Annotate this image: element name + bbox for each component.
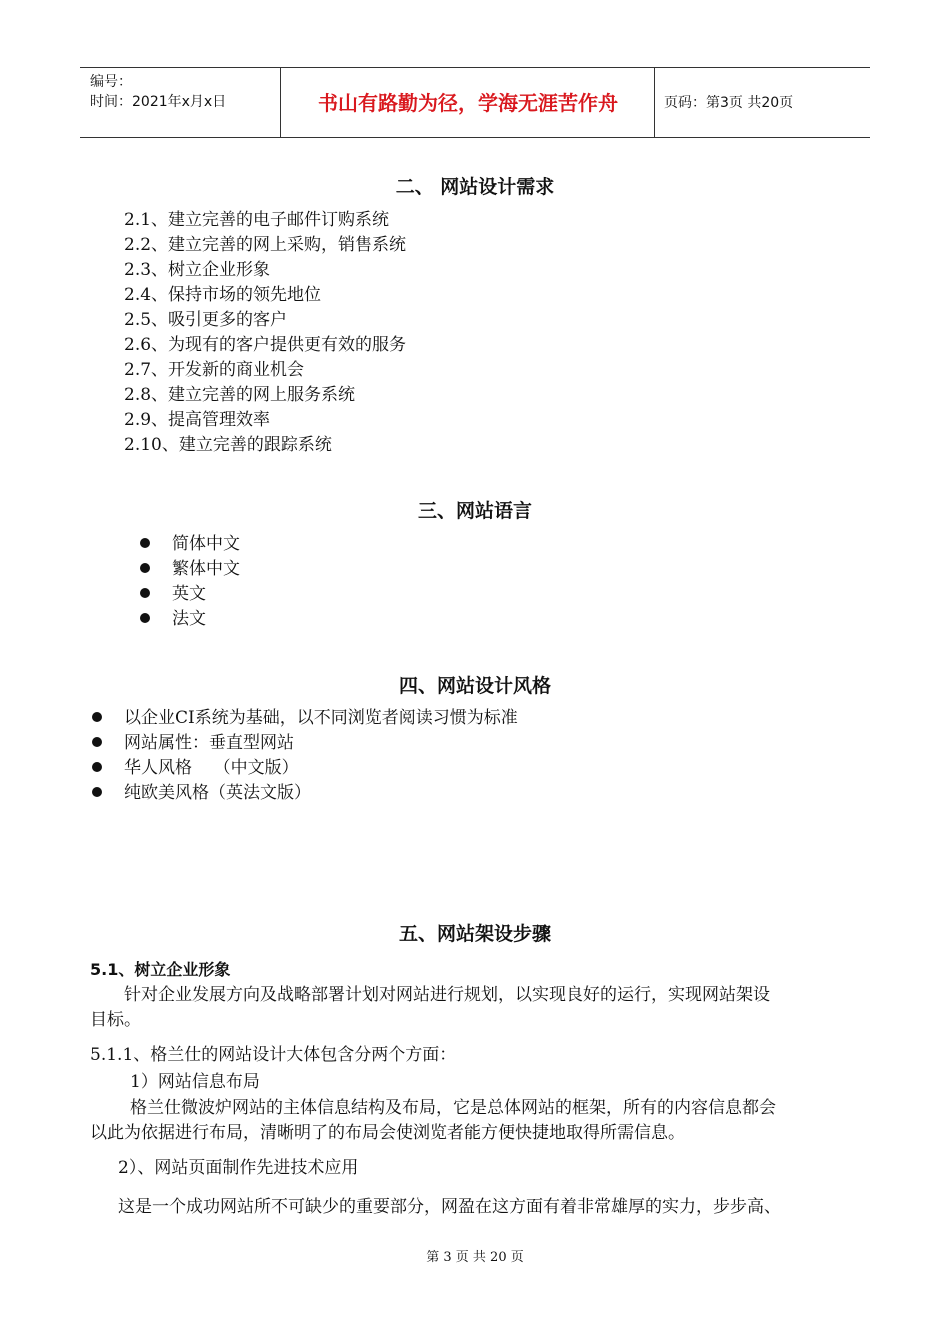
subsection-title: 5.1、树立企业形象 — [90, 960, 231, 979]
section4-title: 四、网站设计风格 — [398, 675, 551, 697]
list-item: 2.7、开发新的商业机会 — [124, 360, 305, 380]
paragraph-line: 格兰仕微波炉网站的主体信息结构及布局，它是总体网站的框架，所有的内容信息都会 — [130, 1098, 776, 1118]
paragraph-line: 这是一个成功网站所不可缺少的重要部分，网盈在这方面有着非常雄厚的实力，步步高、 — [118, 1197, 781, 1217]
list-item: 法文 — [140, 607, 240, 632]
list-item: 2.5、吸引更多的客户 — [124, 310, 288, 330]
list-item: 繁体中文 — [140, 557, 240, 582]
style-list — [92, 706, 518, 806]
bullet-icon — [92, 712, 102, 722]
header-divider — [654, 68, 655, 137]
paragraph-line: 以此为依据进行布局，清晰明了的布局会使浏览者能方便快捷地取得所需信息。 — [90, 1123, 685, 1143]
list-item: 以企业CI系统为基础，以不同浏览者阅读习惯为标准 — [92, 706, 518, 731]
bullet-icon — [92, 787, 102, 797]
list-item: 2.9、提高管理效率 — [124, 410, 271, 430]
paragraph-line: 针对企业发展方向及战略部署计划对网站进行规划，以实现良好的运行，实现网站架设 — [124, 985, 770, 1005]
header-motto: 书山有路勤为径，学海无涯苦作舟 — [318, 91, 618, 115]
page-number-label: 页码：第3页 共20页 — [664, 95, 794, 111]
header-divider — [280, 68, 281, 137]
list-item: 2.1、建立完善的电子邮件订购系统 — [124, 210, 390, 230]
page-footer: 第 3 页 共 20 页 — [426, 1250, 524, 1265]
section3-title: 三、网站语言 — [417, 500, 532, 522]
paragraph-line: 目标。 — [90, 1010, 141, 1030]
requirements-list — [124, 208, 406, 458]
list-item: 简体中文 — [140, 532, 240, 557]
list-item: 英文 — [140, 582, 240, 607]
code-label: 编号： — [90, 74, 132, 90]
bullet-icon — [140, 613, 150, 623]
section2-title: 二、 网站设计需求 — [395, 176, 555, 198]
section5-title: 五、网站架设步骤 — [398, 923, 551, 945]
list-item: 2.2、建立完善的网上采购，销售系统 — [124, 235, 407, 255]
list-item: 2.6、为现有的客户提供更有效的服务 — [124, 335, 407, 355]
bullet-icon — [92, 762, 102, 772]
list-item: 2.8、建立完善的网上服务系统 — [124, 385, 356, 405]
list-item: 网站属性：垂直型网站 — [92, 731, 518, 756]
time-label: 时间：2021年x月x日 — [90, 94, 227, 110]
page-header — [80, 67, 870, 138]
subsection-heading: 5.1.1、格兰仕的网站设计大体包含分两个方面： — [90, 1045, 457, 1065]
bullet-icon — [92, 737, 102, 747]
list-item: 2.10、建立完善的跟踪系统 — [124, 435, 332, 455]
list-item: 2.4、保持市场的领先地位 — [124, 285, 322, 305]
bullet-icon — [140, 563, 150, 573]
list-item: 华人风格 （中文版） — [92, 756, 518, 781]
point-heading: 1）网站信息布局 — [130, 1072, 260, 1092]
bullet-icon — [140, 538, 150, 548]
list-item: 纯欧美风格（英法文版） — [92, 781, 518, 806]
list-item: 2.3、树立企业形象 — [124, 260, 271, 280]
point-heading: 2）、网站页面制作先进技术应用 — [118, 1158, 359, 1178]
language-list — [140, 532, 240, 632]
header-meta — [90, 72, 226, 112]
bullet-icon — [140, 588, 150, 598]
